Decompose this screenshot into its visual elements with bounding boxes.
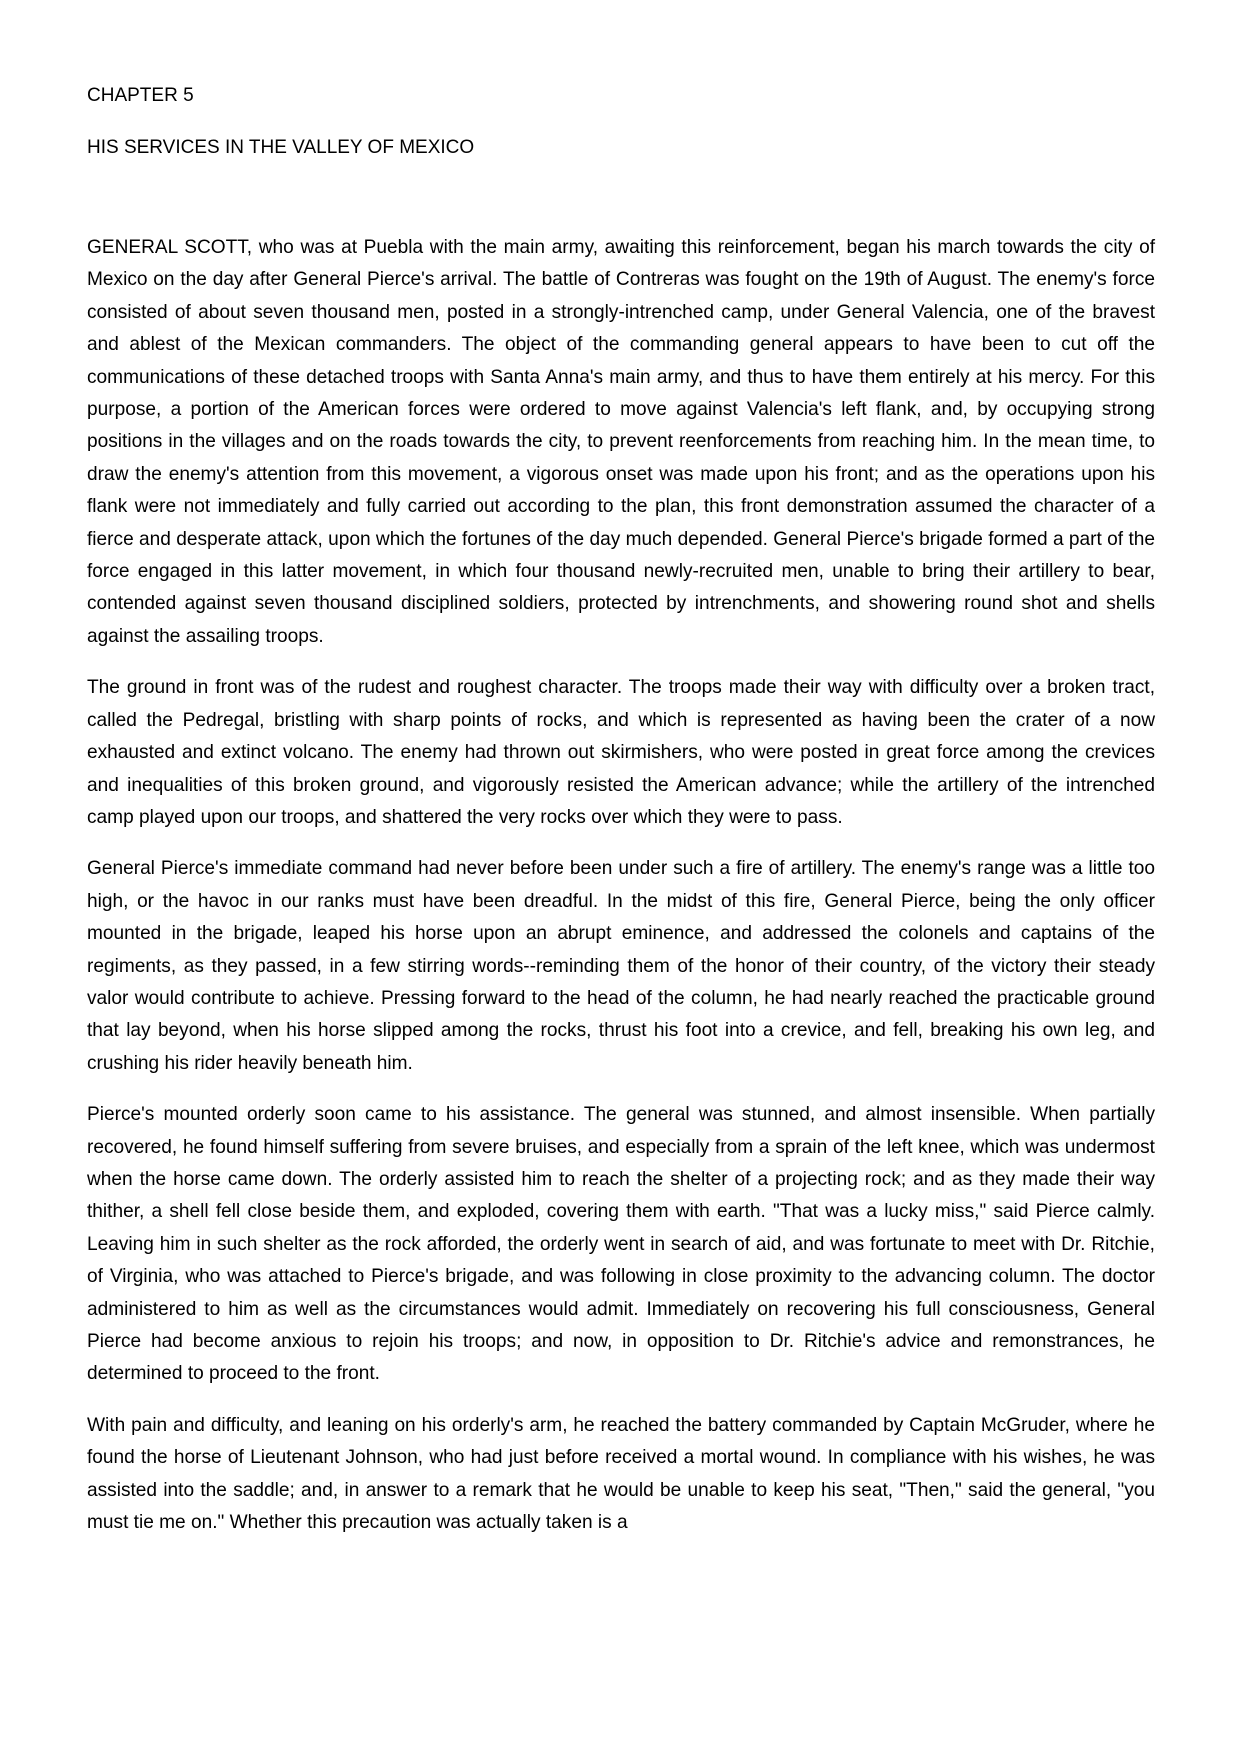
chapter-heading: CHAPTER 5 [87,85,194,106]
paragraph-5: With pain and difficulty, and leaning on his orderly's arm, he reached the battery commanded by Captain McGruder, where he found the horse of Lieutenant Johnson, who had just before received a mortal wound. In compliance with his wishes, he was assisted into the saddle; and, in answer to a remark that he would be unable to keep his seat, "Then," said the general, "you must tie me on." Whether this precaution was actually taken is a [87,1414,1155,1534]
chapter-title: HIS SERVICES IN THE VALLEY OF MEXICO [87,137,475,158]
paragraph-4: Pierce's mounted orderly soon came to his assistance. The general was stunned, and almost insensible. When partially recovered, he found himself suffering from severe bruises, and especially from a sprain of the left knee, which was undermost when the horse came down. The orderly assisted him to reach the shelter of a projecting rock; and as they made their way thither, a shell fell close beside them, and exploded, covering them with earth. "That was a lucky miss," said Pierce calmly. Leaving him in such shelter as the rock afforded, the orderly went in search of aid, and was fortunate to meet with Dr. Ritchie, of Virginia, who was attached to Pierce's brigade, and was following in close proximity to the advancing column. The doctor administered to him as well as the circumstances would admit. Immediately on recovering his full consciousness, General Pierce had become anxious to rejoin his troops; and now, in opposition to Dr. Ritchie's advice and remonstrances, he determined to proceed to the front. [87,1104,1155,1385]
paragraph-1: GENERAL SCOTT, who was at Puebla with the main army, awaiting this reinforcement, began his march towards the city of Mexico on the day after General Pierce's arrival. The battle of Contreras was fought on the 19th of August. The enemy's force consisted of about seven thousand men, posted in a strongly-intrenched camp, under General Valencia, one of the bravest and ablest of the Mexican commanders. The object of the commanding general appears to have been to cut off the communications of these detached troops with Santa Anna's main army, and thus to have them entirely at his mercy. For this purpose, a portion of the American forces were ordered to move against Valencia's left flank, and, by occupying strong positions in the villages and on the roads towards the city, to prevent reenforcements from reaching him. In the mean time, to draw the enemy's attention from this movement, a vigorous onset was made upon his front; and as the operations upon his flank were not immediately and fully carried out according to the plan, this front demonstration assumed the character of a fierce and desperate attack, upon which the fortunes of the day much depended. General Pierce's brigade formed a part of the force engaged in this latter movement, in which four thousand newly-recruited men, unable to bring their artillery to bear, contended against seven thousand disciplined soldiers, protected by intrenchments, and showering round shot and shells against the assailing troops. [87,237,1155,647]
paragraph-3: General Pierce's immediate command had never before been under such a fire of artillery. The enemy's range was a little too high, or the havoc in our ranks must have been dreadful. In the midst of this fire, General Pierce, being the only officer mounted in the brigade, leaped his horse upon an abrupt eminence, and addressed the colonels and captains of the regiments, as they passed, in a few stirring words--reminding them of the honor of their country, of the victory their steady valor would contribute to achieve. Pressing forward to the head of the column, he had nearly reached the practicable ground that lay beyond, when his horse slipped among the rocks, thrust his foot into a crevice, and fell, breaking his own leg, and crushing his rider heavily beneath him. [87,858,1155,1074]
document-page [87,84,1155,1558]
paragraph-2: The ground in front was of the rudest and roughest character. The troops made their way with difficulty over a broken tract, called the Pedregal, bristling with sharp points of rocks, and which is represented as having been the crater of a now exhausted and extinct volcano. The enemy had thrown out skirmishers, who were posted in great force among the crevices and inequalities of this broken ground, and vigorously resisted the American advance; while the artillery of the intrenched camp played upon our troops, and shattered the very rocks over which they were to pass. [87,677,1155,828]
